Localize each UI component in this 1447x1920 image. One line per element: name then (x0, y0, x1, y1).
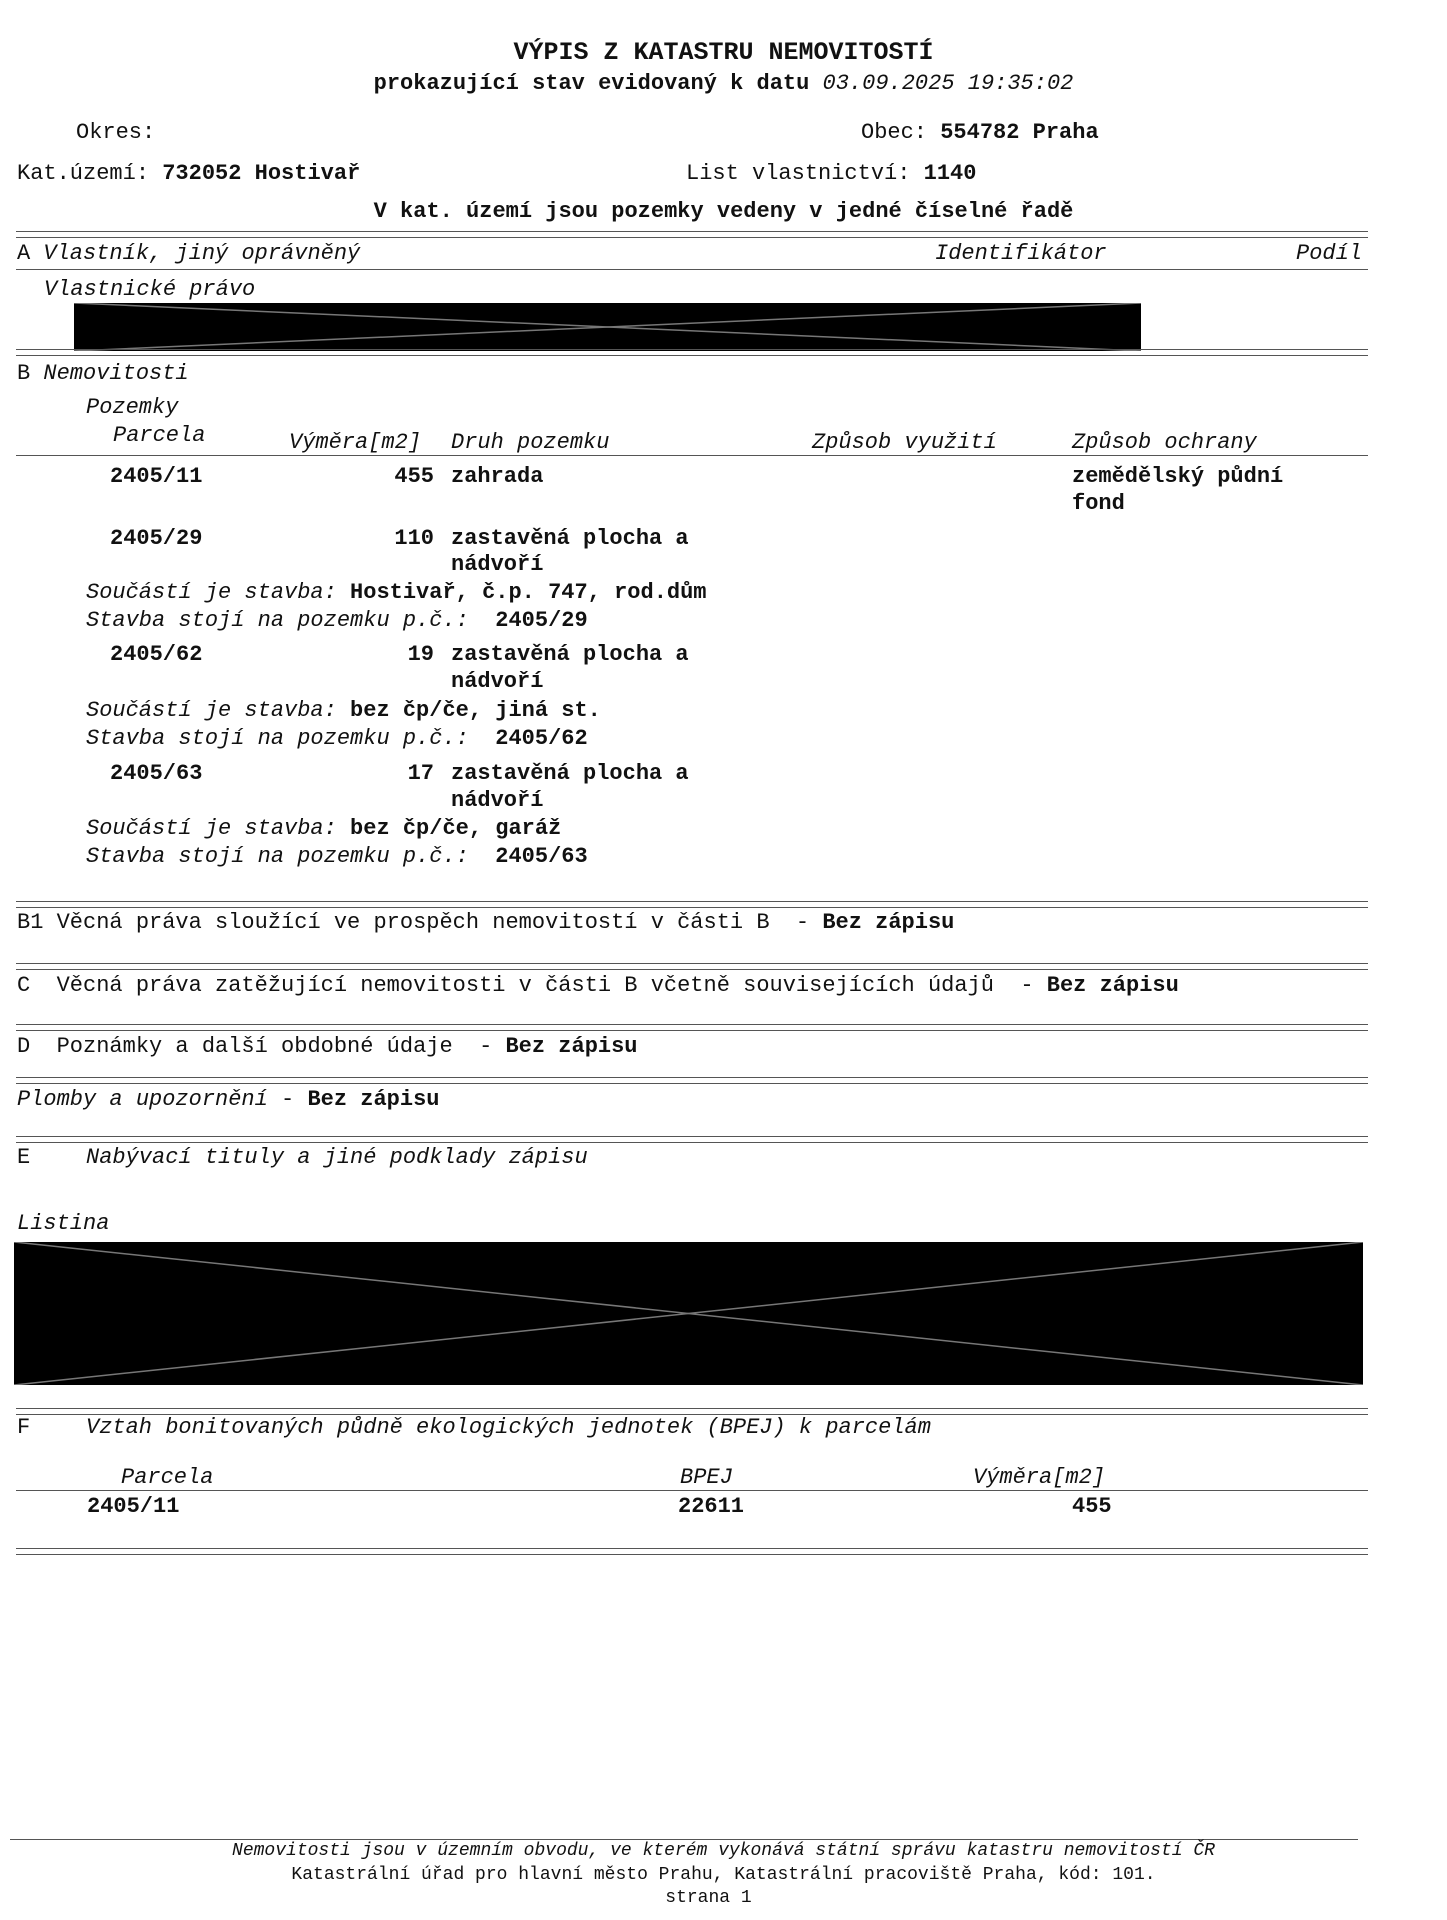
col-identifier: Identifikátor (935, 241, 1107, 266)
plomby-line: Plomby a upozornění - Bez zápisu (17, 1087, 440, 1112)
divider (16, 963, 1368, 964)
divider (16, 1077, 1368, 1078)
footer-line-1: Nemovitosti jsou v územním obvodu, ve kterém vykonává státní správu katastru nemovitostí ČR (232, 1841, 1215, 1861)
listina-label: Listina (17, 1211, 110, 1236)
bpej-col-area: Výměra[m2] (973, 1465, 1106, 1490)
parcel-kind: zastavěná plocha a (451, 761, 689, 786)
section-e-title: Nabývací tituly a jiné podklady zápisu (86, 1145, 588, 1170)
bpej-row-area: 455 (1072, 1494, 1112, 1519)
parcel-number: 2405/63 (110, 761, 203, 786)
col-use: Způsob využití (812, 430, 997, 455)
section-b1-line: B1 Věcná práva sloužící ve prospěch nemovitostí v části B - Bez zápisu (17, 910, 955, 935)
col-parcel: Parcela (113, 423, 206, 448)
parcel-area: 110 (394, 526, 434, 551)
extract-date: 03.09.2025 19:35:02 (822, 71, 1074, 96)
parcel-area: 17 (407, 761, 434, 786)
stands-on-line: Stavba stojí na pozemku p.č.: 2405/62 (86, 726, 588, 751)
divider (16, 1083, 1368, 1084)
section-f-letter: F (17, 1415, 31, 1440)
divider (16, 1408, 1368, 1409)
numbering-note: V kat. území jsou pozemky vedeny v jedné číselné řadě (373, 199, 1074, 224)
redacted-listina-block (14, 1242, 1363, 1385)
divider (16, 969, 1368, 970)
bpej-col-bpej: BPEJ (680, 1465, 733, 1490)
divider (16, 349, 1368, 350)
divider (16, 1554, 1368, 1555)
col-share: Podíl (1296, 241, 1363, 266)
parcel-kind: zastavěná plocha a (451, 642, 689, 667)
parcel-number: 2405/29 (110, 526, 203, 551)
stands-on-line: Stavba stojí na pozemku p.č.: 2405/63 (86, 844, 588, 869)
divider (16, 269, 1368, 270)
section-e-letter: E (17, 1145, 31, 1170)
section-a-heading: A Vlastník, jiný oprávněný (17, 241, 361, 266)
kat-uzemi-field: Kat.území: 732052 Hostivař (17, 161, 361, 186)
divider (16, 907, 1368, 908)
page-number: strana 1 (665, 1888, 752, 1908)
bpej-row-parcel: 2405/11 (87, 1494, 180, 1519)
footer-line-2: Katastrální úřad pro hlavní město Prahu, Katastrální pracoviště Praha, kód: 101. (291, 1865, 1156, 1885)
divider (16, 1136, 1368, 1137)
list-vlastnictvi-field: List vlastnictví: 1140 (686, 161, 977, 186)
document-title: VÝPIS Z KATASTRU NEMOVITOSTÍ (513, 38, 934, 67)
redacted-owner-block (74, 303, 1141, 351)
stands-on-line: Stavba stojí na pozemku p.č.: 2405/29 (86, 608, 588, 633)
parcel-kind: nádvoří (451, 552, 544, 577)
pozemky-subheading: Pozemky (86, 395, 179, 420)
building-line: Součástí je stavba: Hostivař, č.p. 747, rod.dům (86, 580, 707, 605)
divider (16, 355, 1368, 356)
parcel-kind: nádvoří (451, 788, 544, 813)
parcel-area: 455 (394, 464, 434, 489)
ownership-subheading: Vlastnické právo (44, 277, 256, 302)
bpej-row-code: 22611 (678, 1494, 745, 1519)
section-b-heading: B Nemovitosti (17, 361, 189, 386)
divider (16, 1548, 1368, 1549)
col-area: Výměra[m2] (289, 430, 422, 455)
divider (16, 1490, 1368, 1491)
divider (16, 237, 1368, 238)
divider (16, 1142, 1368, 1143)
document-subtitle: prokazující stav evidovaný k datu 03.09.2025 19:35:02 (373, 71, 1074, 96)
divider (16, 901, 1368, 902)
divider (16, 1024, 1368, 1025)
footer-divider (10, 1839, 1358, 1840)
section-d-line: D Poznámky a další obdobné údaje - Bez zápisu (17, 1034, 638, 1059)
divider (16, 455, 1368, 456)
section-f-title: Vztah bonitovaných půdně ekologických jednotek (BPEJ) k parcelám (86, 1415, 931, 1440)
col-kind: Druh pozemku (451, 430, 610, 455)
building-line: Součástí je stavba: bez čp/če, garáž (86, 816, 562, 841)
divider (16, 1030, 1368, 1031)
parcel-kind: zastavěná plocha a (451, 526, 689, 551)
parcel-kind: nádvoří (451, 669, 544, 694)
parcel-kind: zahrada (451, 464, 544, 489)
section-c-line: C Věcná práva zatěžující nemovitosti v části B včetně souvisejících údajů - Bez zápisu (17, 973, 1179, 998)
parcel-number: 2405/11 (110, 464, 203, 489)
col-protection: Způsob ochrany (1072, 430, 1257, 455)
parcel-number: 2405/62 (110, 642, 203, 667)
divider (16, 231, 1368, 232)
building-line: Součástí je stavba: bez čp/če, jiná st. (86, 698, 601, 723)
okres-label: Okres: (76, 120, 156, 145)
bpej-col-parcel: Parcela (121, 1465, 214, 1490)
obec-field: Obec: 554782 Praha (861, 120, 1099, 145)
parcel-protection: zemědělský půdní (1072, 464, 1284, 489)
parcel-area: 19 (407, 642, 434, 667)
parcel-protection: fond (1072, 491, 1125, 516)
